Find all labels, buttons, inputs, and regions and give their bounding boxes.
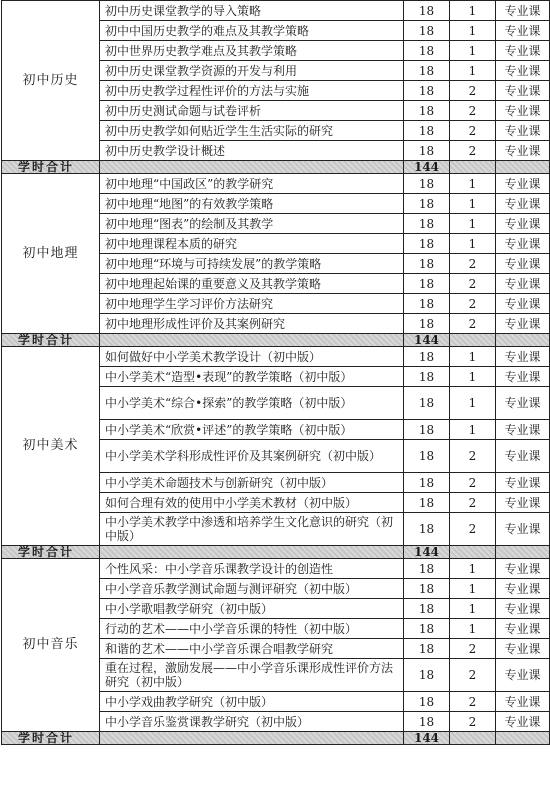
hours-cell: 18 — [404, 619, 450, 639]
course-row — [2, 559, 550, 579]
subtotal-empty-cell — [100, 546, 404, 559]
credits-cell: 2 — [450, 440, 496, 473]
course-name-cell: 初中地理“地图”的有效教学策略 — [100, 194, 404, 214]
course-name-cell: 中小学戏曲教学研究（初中版） — [100, 692, 404, 712]
course-name-cell: 中小学美术“造型•表现”的教学策略（初中版） — [100, 367, 404, 387]
hours-cell: 18 — [404, 639, 450, 659]
hours-cell: 18 — [404, 440, 450, 473]
subtotal-hours: 144 — [404, 334, 450, 347]
credits-cell: 1 — [450, 1, 496, 21]
course-type-cell: 专业课 — [496, 513, 550, 546]
course-table-body — [2, 1, 550, 745]
course-name-cell: 如何做好中小学美术教学设计（初中版） — [100, 347, 404, 367]
subtotal-empty-cell — [496, 161, 550, 174]
subtotal-empty-cell — [100, 161, 404, 174]
credits-cell: 2 — [450, 81, 496, 101]
course-type-cell: 专业课 — [496, 347, 550, 367]
subtotal-row — [2, 161, 550, 174]
course-name-cell: 行动的艺术——中小学音乐课的特性（初中版） — [100, 619, 404, 639]
hours-cell: 18 — [404, 254, 450, 274]
course-type-cell: 专业课 — [496, 274, 550, 294]
hours-cell: 18 — [404, 294, 450, 314]
course-type-cell: 专业课 — [496, 493, 550, 513]
subtotal-label: 学时合计 — [2, 546, 100, 559]
course-name-cell: 初中地理“图表”的绘制及其教学 — [100, 214, 404, 234]
subtotal-empty-cell — [496, 334, 550, 347]
course-type-cell: 专业课 — [496, 420, 550, 440]
credits-cell: 1 — [450, 367, 496, 387]
credits-cell: 1 — [450, 599, 496, 619]
hours-cell: 18 — [404, 692, 450, 712]
credits-cell: 1 — [450, 619, 496, 639]
course-name-cell: 初中历史课堂教学的导入策略 — [100, 1, 404, 21]
credits-cell: 2 — [450, 659, 496, 692]
hours-cell: 18 — [404, 513, 450, 546]
subtotal-row — [2, 732, 550, 745]
course-type-cell: 专业课 — [496, 101, 550, 121]
subtotal-hours: 144 — [404, 732, 450, 745]
course-row — [2, 347, 550, 367]
course-name-cell: 中小学美术教学中渗透和培养学生文化意识的研究（初中版） — [100, 513, 404, 546]
hours-cell: 18 — [404, 101, 450, 121]
subtotal-empty-cell — [496, 732, 550, 745]
course-type-cell: 专业课 — [496, 254, 550, 274]
subtotal-label: 学时合计 — [2, 732, 100, 745]
hours-cell: 18 — [404, 420, 450, 440]
credits-cell: 1 — [450, 234, 496, 254]
course-type-cell: 专业课 — [496, 174, 550, 194]
hours-cell: 18 — [404, 21, 450, 41]
course-table — [1, 0, 550, 745]
subtotal-label: 学时合计 — [2, 334, 100, 347]
course-type-cell: 专业课 — [496, 234, 550, 254]
credits-cell: 2 — [450, 639, 496, 659]
hours-cell: 18 — [404, 174, 450, 194]
credits-cell: 2 — [450, 314, 496, 334]
hours-cell: 18 — [404, 194, 450, 214]
course-type-cell: 专业课 — [496, 619, 550, 639]
course-name-cell: 初中地理学生学习评价方法研究 — [100, 294, 404, 314]
credits-cell: 1 — [450, 559, 496, 579]
course-name-cell: 中小学美术命题技术与创新研究（初中版） — [100, 473, 404, 493]
course-name-cell: 如何合理有效的使用中小学美术教材（初中版） — [100, 493, 404, 513]
course-type-cell: 专业课 — [496, 387, 550, 420]
course-name-cell: 初中地理起始课的重要意义及其教学策略 — [100, 274, 404, 294]
course-name-cell: 和谐的艺术——中小学音乐课合唱教学研究 — [100, 639, 404, 659]
course-name-cell: 中小学音乐教学测试命题与测评研究（初中版） — [100, 579, 404, 599]
course-type-cell: 专业课 — [496, 473, 550, 493]
subtotal-empty-cell — [496, 546, 550, 559]
hours-cell: 18 — [404, 579, 450, 599]
course-type-cell: 专业课 — [496, 294, 550, 314]
subject-cell: 初中地理 — [2, 174, 100, 334]
hours-cell: 18 — [404, 367, 450, 387]
course-type-cell: 专业课 — [496, 367, 550, 387]
credits-cell: 2 — [450, 254, 496, 274]
course-name-cell: 初中地理形成性评价及其案例研究 — [100, 314, 404, 334]
credits-cell: 2 — [450, 692, 496, 712]
course-type-cell: 专业课 — [496, 559, 550, 579]
subject-cell: 初中美术 — [2, 347, 100, 546]
hours-cell: 18 — [404, 121, 450, 141]
credits-cell: 1 — [450, 420, 496, 440]
hours-cell: 18 — [404, 599, 450, 619]
hours-cell: 18 — [404, 559, 450, 579]
credits-cell: 1 — [450, 174, 496, 194]
course-type-cell: 专业课 — [496, 692, 550, 712]
course-name-cell: 个性风采：中小学音乐课教学设计的创造性 — [100, 559, 404, 579]
course-type-cell: 专业课 — [496, 440, 550, 473]
credits-cell: 2 — [450, 473, 496, 493]
credits-cell: 1 — [450, 21, 496, 41]
hours-cell: 18 — [404, 61, 450, 81]
course-name-cell: 中小学美术学科形成性评价及其案例研究（初中版） — [100, 440, 404, 473]
subtotal-empty-cell — [450, 546, 496, 559]
credits-cell: 2 — [450, 493, 496, 513]
course-name-cell: 初中历史课堂教学资源的开发与利用 — [100, 61, 404, 81]
hours-cell: 18 — [404, 41, 450, 61]
subtotal-empty-cell — [100, 732, 404, 745]
hours-cell: 18 — [404, 314, 450, 334]
course-name-cell: 初中中国历史教学的难点及其教学策略 — [100, 21, 404, 41]
hours-cell: 18 — [404, 214, 450, 234]
credits-cell: 1 — [450, 579, 496, 599]
course-type-cell: 专业课 — [496, 314, 550, 334]
hours-cell: 18 — [404, 473, 450, 493]
subtotal-hours: 144 — [404, 546, 450, 559]
subtotal-empty-cell — [450, 732, 496, 745]
subtotal-row — [2, 334, 550, 347]
credits-cell: 1 — [450, 214, 496, 234]
credits-cell: 2 — [450, 294, 496, 314]
course-type-cell: 专业课 — [496, 1, 550, 21]
subject-cell: 初中历史 — [2, 1, 100, 161]
hours-cell: 18 — [404, 659, 450, 692]
course-name-cell: 中小学音乐鉴赏课教学研究（初中版） — [100, 712, 404, 732]
hours-cell: 18 — [404, 141, 450, 161]
course-name-cell: 初中地理“中国政区”的教学研究 — [100, 174, 404, 194]
credits-cell: 2 — [450, 712, 496, 732]
subtotal-label: 学时合计 — [2, 161, 100, 174]
subtotal-empty-cell — [450, 161, 496, 174]
credits-cell: 2 — [450, 101, 496, 121]
hours-cell: 18 — [404, 81, 450, 101]
course-type-cell: 专业课 — [496, 194, 550, 214]
subtotal-hours: 144 — [404, 161, 450, 174]
credits-cell: 2 — [450, 274, 496, 294]
subtotal-empty-cell — [450, 334, 496, 347]
hours-cell: 18 — [404, 712, 450, 732]
course-type-cell: 专业课 — [496, 659, 550, 692]
course-type-cell: 专业课 — [496, 214, 550, 234]
course-row — [2, 174, 550, 194]
credits-cell: 2 — [450, 121, 496, 141]
credits-cell: 1 — [450, 194, 496, 214]
subtotal-empty-cell — [100, 334, 404, 347]
hours-cell: 18 — [404, 387, 450, 420]
credits-cell: 1 — [450, 61, 496, 81]
course-type-cell: 专业课 — [496, 61, 550, 81]
credits-cell: 1 — [450, 347, 496, 367]
course-type-cell: 专业课 — [496, 141, 550, 161]
course-name-cell: 中小学美术“欣赏•评述”的教学策略（初中版） — [100, 420, 404, 440]
course-type-cell: 专业课 — [496, 599, 550, 619]
hours-cell: 18 — [404, 1, 450, 21]
credits-cell: 1 — [450, 41, 496, 61]
course-type-cell: 专业课 — [496, 712, 550, 732]
course-name-cell: 重在过程，激励发展——中小学音乐课形成性评价方法研究（初中版） — [100, 659, 404, 692]
course-type-cell: 专业课 — [496, 579, 550, 599]
subtotal-row — [2, 546, 550, 559]
course-type-cell: 专业课 — [496, 81, 550, 101]
course-type-cell: 专业课 — [496, 41, 550, 61]
course-name-cell: 初中历史教学如何贴近学生生活实际的研究 — [100, 121, 404, 141]
course-name-cell: 中小学美术“综合•探索”的教学策略（初中版） — [100, 387, 404, 420]
credits-cell: 2 — [450, 141, 496, 161]
subject-cell: 初中音乐 — [2, 559, 100, 732]
course-type-cell: 专业课 — [496, 639, 550, 659]
course-name-cell: 初中历史测试命题与试卷评析 — [100, 101, 404, 121]
course-name-cell: 初中历史教学过程性评价的方法与实施 — [100, 81, 404, 101]
hours-cell: 18 — [404, 493, 450, 513]
hours-cell: 18 — [404, 274, 450, 294]
course-name-cell: 初中世界历史教学难点及其教学策略 — [100, 41, 404, 61]
course-type-cell: 专业课 — [496, 121, 550, 141]
course-name-cell: 初中历史教学设计概述 — [100, 141, 404, 161]
course-type-cell: 专业课 — [496, 21, 550, 41]
hours-cell: 18 — [404, 234, 450, 254]
credits-cell: 2 — [450, 513, 496, 546]
course-name-cell: 中小学歌唱教学研究（初中版） — [100, 599, 404, 619]
hours-cell: 18 — [404, 347, 450, 367]
course-row — [2, 1, 550, 21]
course-name-cell: 初中地理课程本质的研究 — [100, 234, 404, 254]
credits-cell: 1 — [450, 387, 496, 420]
course-name-cell: 初中地理“环境与可持续发展”的教学策略 — [100, 254, 404, 274]
